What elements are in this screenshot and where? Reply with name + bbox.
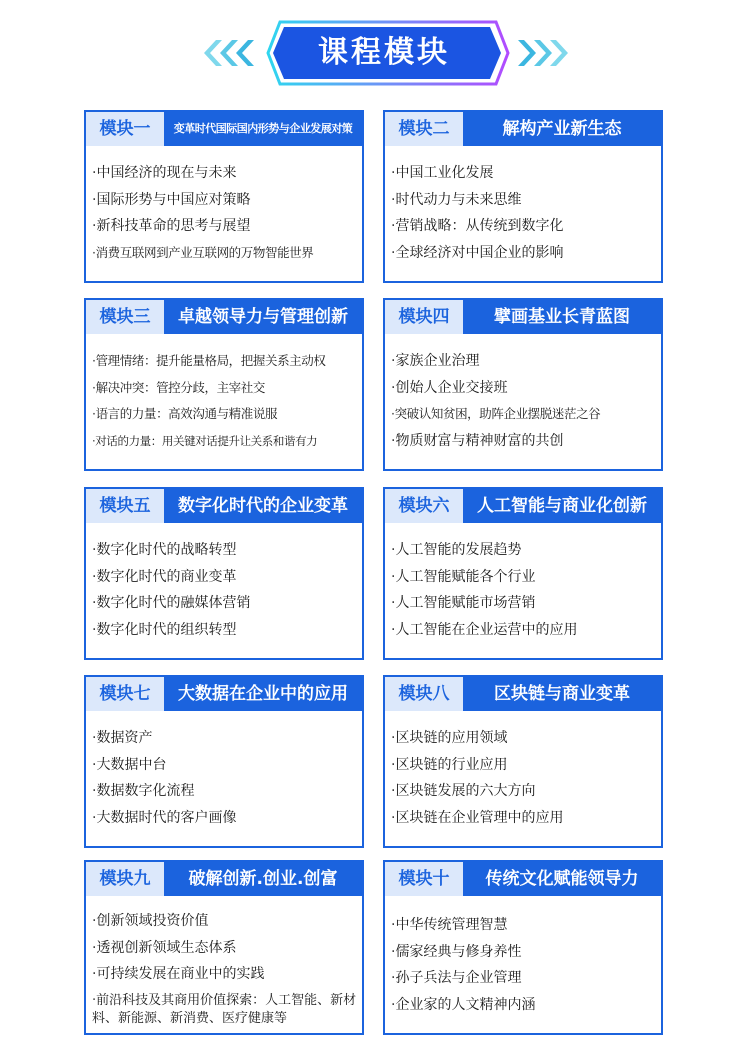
list-item: ·国际形势与中国应对策略 [92, 191, 251, 208]
list-item: ·前沿科技及其商用价值探索：人工智能、新材料、新能源、新消费、医疗健康等 [92, 992, 357, 1026]
module-card-2 [383, 110, 663, 283]
module-items [92, 537, 358, 643]
module-title: 变革时代国际国内形势与企业发展对策 [173, 122, 353, 135]
list-item: ·突破认知贫困，助阵企业摆脱迷茫之谷 [391, 406, 601, 421]
module-title: 传统文化赋能领导力 [485, 869, 639, 889]
module-card-3 [84, 298, 364, 471]
list-item: ·大数据时代的客户画像 [92, 809, 237, 826]
module-tag: 模块五 [86, 489, 164, 523]
list-item: ·创始人企业交接班 [391, 379, 508, 396]
list-item: ·创新领域投资价值 [92, 913, 209, 929]
module-items [391, 160, 657, 266]
module-items [92, 160, 358, 266]
list-item: ·家族企业治理 [391, 353, 480, 369]
list-item: ·人工智能赋能各个行业 [391, 568, 536, 585]
module-tag: 模块二 [385, 112, 463, 146]
module-title: 破解创新.创业.创富 [188, 869, 338, 889]
module-tag: 模块一 [86, 112, 164, 146]
list-item: ·可持续发展在商业中的实践 [92, 966, 265, 982]
list-item: ·透视创新领域生态体系 [92, 939, 237, 956]
list-item: ·物质财富与精神财富的共创 [391, 432, 564, 449]
module-items [391, 348, 657, 454]
list-item: ·数字化时代的商业变革 [92, 568, 237, 585]
module-card-5 [84, 487, 364, 660]
module-title: 人工智能与商业化创新 [477, 496, 647, 516]
list-item: ·数字化时代的组织转型 [92, 621, 237, 638]
page-title: 课程模块 [318, 35, 450, 70]
module-tag: 模块六 [385, 489, 463, 523]
module-title: 擘画基业长青蓝图 [494, 307, 630, 327]
module-tag: 模块八 [385, 677, 463, 711]
module-card-4 [383, 298, 663, 471]
module-card-1 [84, 110, 364, 283]
module-items [391, 725, 657, 831]
list-item: ·中国经济的现在与未来 [92, 165, 237, 181]
list-item: ·语言的力量：高效沟通与精准说服 [92, 406, 278, 421]
module-card-6 [383, 487, 663, 660]
module-items [391, 537, 657, 643]
list-item: ·儒家经典与修身养性 [391, 943, 522, 960]
left-arrows-icon [198, 40, 258, 66]
list-item: ·营销战略：从传统到数字化 [391, 218, 564, 234]
module-title: 大数据在企业中的应用 [178, 684, 348, 704]
module-header [86, 300, 362, 334]
module-header [86, 862, 362, 896]
module-header [86, 489, 362, 523]
list-item: ·区块链在企业管理中的应用 [391, 809, 564, 826]
right-arrows-icon [512, 40, 572, 66]
module-title: 解构产业新生态 [502, 119, 622, 139]
list-item: ·时代动力与未来思维 [391, 191, 522, 208]
list-item: ·区块链的行业应用 [391, 756, 508, 773]
list-item: ·数据资产 [92, 730, 153, 746]
module-tag: 模块三 [86, 300, 164, 334]
list-item: ·新科技革命的思考与展望 [92, 218, 251, 234]
module-items [92, 908, 358, 1028]
module-tag: 模块四 [385, 300, 463, 334]
module-tag: 模块七 [86, 677, 164, 711]
module-card-8 [383, 675, 663, 848]
module-header [385, 862, 661, 896]
header-banner [0, 0, 750, 100]
list-item: ·全球经济对中国企业的影响 [391, 244, 564, 261]
list-item: ·孙子兵法与企业管理 [391, 970, 522, 986]
list-item: ·区块链发展的六大方向 [391, 783, 536, 799]
list-item: ·中华传统管理智慧 [391, 917, 508, 933]
module-tag: 模块九 [86, 862, 164, 896]
module-card-7 [84, 675, 364, 848]
list-item: ·数据数字化流程 [92, 783, 195, 799]
list-item: ·大数据中台 [92, 756, 167, 773]
module-header [86, 112, 362, 146]
list-item: ·数字化时代的融媒体营销 [92, 595, 251, 611]
module-items [391, 912, 657, 1018]
module-title: 区块链与商业变革 [494, 684, 630, 704]
module-header [86, 677, 362, 711]
list-item: ·数字化时代的战略转型 [92, 542, 237, 558]
list-item: ·消费互联网到产业互联网的万物智能世界 [92, 244, 314, 260]
module-header [385, 677, 661, 711]
module-header [385, 112, 661, 146]
list-item: ·人工智能的发展趋势 [391, 542, 522, 558]
module-tag: 模块十 [385, 862, 463, 896]
module-card-9 [84, 860, 364, 1035]
module-card-10 [383, 860, 663, 1035]
list-item: ·对话的力量：用关键对话提升让关系和谐有力 [92, 433, 318, 448]
list-item: ·人工智能在企业运营中的应用 [391, 621, 578, 638]
module-header [385, 489, 661, 523]
list-item: ·区块链的应用领域 [391, 730, 508, 746]
list-item: ·管理情绪：提升能量格局，把握关系主动权 [92, 353, 326, 368]
list-item: ·企业家的人文精神内涵 [391, 996, 536, 1013]
module-header [385, 300, 661, 334]
module-title: 卓越领导力与管理创新 [178, 307, 348, 327]
module-items [92, 725, 358, 831]
list-item: ·中国工业化发展 [391, 165, 494, 181]
list-item: ·人工智能赋能市场营销 [391, 595, 536, 611]
module-title: 数字化时代的企业变革 [178, 496, 348, 516]
module-items [92, 348, 358, 454]
list-item: ·解决冲突：管控分歧，主宰社交 [92, 379, 265, 395]
